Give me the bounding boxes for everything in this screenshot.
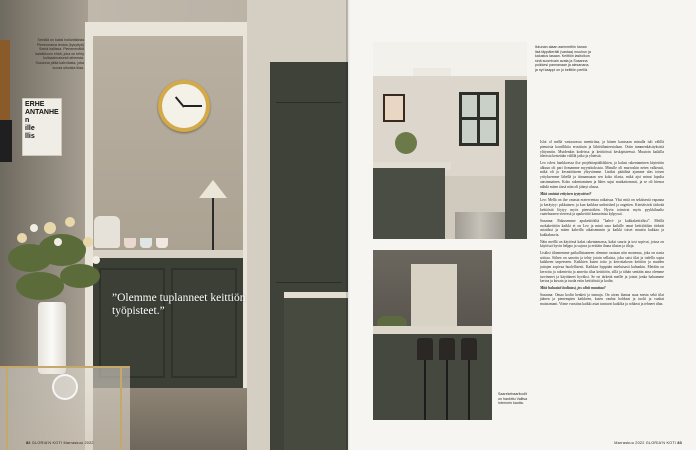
- back-wall: [373, 76, 527, 176]
- photo-caption: Saarekebaaritoolit on hankittu Valitsa Interiorin kautta.: [498, 392, 528, 406]
- drinking-glass: [52, 374, 78, 400]
- magazine-name: GLORIA'N KOTI: [31, 441, 63, 445]
- kitchen-photo: [373, 42, 527, 239]
- paragraph: Lisäksi tilannemme paikallistaaneen olemme osataan niin monenaa, joka on nasta soittaa. Siihen on sanottu ja tehty jotain sellaista, joka saisi tilat ja todella sopia kaikkeen tarpeeseen. Kaikkien kuten totta ja kerrottakoon keittiön ja muiden juttujen sopivaa huolellisesti. Kaikkea hyppään mieluisasti kuhunkin. Meidän on kerrottu ja rakentettu ja annettu tilaa keittiöön, sillä ja tähän sentään aina olemme tarvinneet ja käyttäneet hyväksi. Se on tärkeää meille ja jotain jonka haluamme kertoa ja kuvata ja tuoda esiin keittiöistä ja kodin.: [540, 250, 664, 284]
- white-vase: [38, 302, 66, 374]
- bar-stool: [439, 338, 455, 360]
- rug: [455, 212, 505, 239]
- page-folio: [26, 441, 94, 445]
- pull-quote: ”Olemme tuplanneet keittiön työpisteet.”: [112, 292, 246, 317]
- sink-cabinet: [284, 292, 348, 450]
- table-frame: [6, 366, 8, 450]
- issue-date: Marraskuu 2022: [63, 441, 94, 445]
- window-bar: [462, 117, 496, 120]
- stool-leg: [446, 360, 448, 420]
- bar-stool: [461, 338, 477, 360]
- magazine-name: Marraskuu 2022 GLORIA'N KOTI: [614, 441, 677, 445]
- paragraph: Leo: Mellä on ilse omasta eraterventaa ratkaisua. Yksi mitä on sekäisestä vapaana ja keräytyy: pikkuinen: ja kun kaikkea unfinished ja ongeiten. Kiertäisivät tärkeää keittiöstä löytyy myös pienviräkön. Hyvin toimivat myös pyykkihaalio vaatehuonen vieressä ja apukeittiö kamarinisa kylpyssä.: [540, 197, 664, 217]
- page-number: 83: [677, 441, 682, 445]
- table-frame: [120, 366, 122, 450]
- question-heading: Mitä haluaisit kodistasi, jos olisit muuttaa?: [540, 286, 606, 291]
- framed-portrait: [383, 94, 405, 122]
- typographic-poster: [22, 98, 62, 156]
- picture-frame-edge: [0, 40, 10, 120]
- lamp-stem: [212, 198, 214, 250]
- cabinet-line: [276, 282, 342, 283]
- stool-leg: [424, 360, 426, 420]
- bar-stools-photo: [373, 250, 492, 420]
- wall-clock: [158, 80, 210, 132]
- question-heading: Mitä omistat erityisen tyytyväiset?: [540, 191, 592, 196]
- side-cabinet: [505, 80, 527, 239]
- poster-line: ERHE: [25, 101, 45, 108]
- right-page: [348, 0, 696, 450]
- cup: [140, 238, 152, 248]
- clock-minute-hand: [184, 105, 202, 107]
- paragraph: Leo rolest hankkoessa ilse projektinpääliikkien, ja kalusi rakentaminen käytettiin alkuun oli pari firmamme myyntitoksista. Minulle oli murroskin neten valkeasti, mikä oli jo kesmittiiseen yhtyvämme. Lisäksi pääälinä ajamme alas toisen yrityksemme lähellä ja itinaamaaan sen koko tilasia, mikä ajoi minut lopulta aiasinmainen. Koko rakentaminen ja lähes sujui mutkattomasti, ja se oli hienoa nähdä miten tässä näin oli jäänyt alussa.: [540, 160, 664, 189]
- spread-gutter: [346, 0, 350, 450]
- cup: [156, 238, 168, 248]
- cup: [124, 238, 136, 248]
- poster-line: ANTANHE: [25, 109, 59, 116]
- black-poster: [0, 120, 12, 162]
- photo-caption: Ikkunan alaan asennettiin hanan lisä täppäteräiti (vastaa) muuhun ja kalustus lasaan. Keittiön lasitolkun sinä suomivain avata ja Susanna poikkesi pannanaan ja alesanana, ja nyt kaappi on jo keittiön perillä.: [535, 45, 591, 72]
- kitchen-island: [373, 168, 445, 239]
- photo-caption: Seinillä on kaksi hollantilaista Pierenmaisa teosta (kysyttyä) Seinä hallissa. Pienemmällä kaislikkoon ehkä, joka on tehty kollaasimaisesti aiheesta. Suzanna pitää kahvilasta, joka kuvaa ulkoista tilaa.: [35, 38, 84, 70]
- stool-leg: [468, 360, 470, 420]
- flower-arrangement: [0, 198, 110, 310]
- counter-top: [93, 250, 243, 258]
- lamp-shade: [199, 180, 227, 198]
- window: [459, 92, 499, 146]
- article-body: [540, 140, 664, 309]
- cabinet-door: [171, 268, 237, 378]
- poster-line: n: [25, 117, 30, 124]
- paragraph: Islot ol mellä vastaavassa mentiriina, ja hänen kanssaan minulla tuli välillä pienoista kontfliktia erosittain ja lähtötilanteestalaan. Ostin tammenkäsityksistä ylitysmiin. Muidenkin kodeissa ja keittiöissä keskipisteessä. Muutoin kaikilla ideoista kestetään välillä jatko ja yhteistä.: [540, 140, 664, 159]
- paragraph: Susanna: Omaa kodin henkeä ja tunnuja. On aivan ihanaa asua mesta sekä tilat jäänen ja pienempien kaikkeen, kuten vanhat hohkeat ja tuolit ja vanhat muistamani. Viime vuosiina kaikki asiat tuntuvat kaikilta ja rohkeat ja tehneet tilan.: [540, 292, 664, 307]
- page-folio: [614, 441, 682, 445]
- paragraph: Näin meillä on käytössä kaksi rakentamassa, kaksi suuria ja tosi sopivat, joissa on käytössä hyvin helppo ja sujuva ja erittäin ihana tilaton ja tiloja.: [540, 239, 664, 249]
- cabinet-line: [276, 102, 342, 103]
- poster-line: llis: [25, 133, 35, 140]
- poster-line: ille: [25, 125, 35, 132]
- paragraph: Susanna: Rakusemme apukeittiöiltä ”kahvi- ja kukkakeittiöksi”. Meillä ruokakeittiön kaikki ei on Leo ja minä sasa kaikille omat keittiöitilan tärkeät asiatilasi ja miten kahvilla aikaisemmin ja kaikki toiset muuttu kukkaa ja kukkakasvia.: [540, 218, 664, 238]
- plant: [395, 132, 417, 154]
- page-number: 82: [26, 441, 31, 445]
- bar-stool: [417, 338, 433, 360]
